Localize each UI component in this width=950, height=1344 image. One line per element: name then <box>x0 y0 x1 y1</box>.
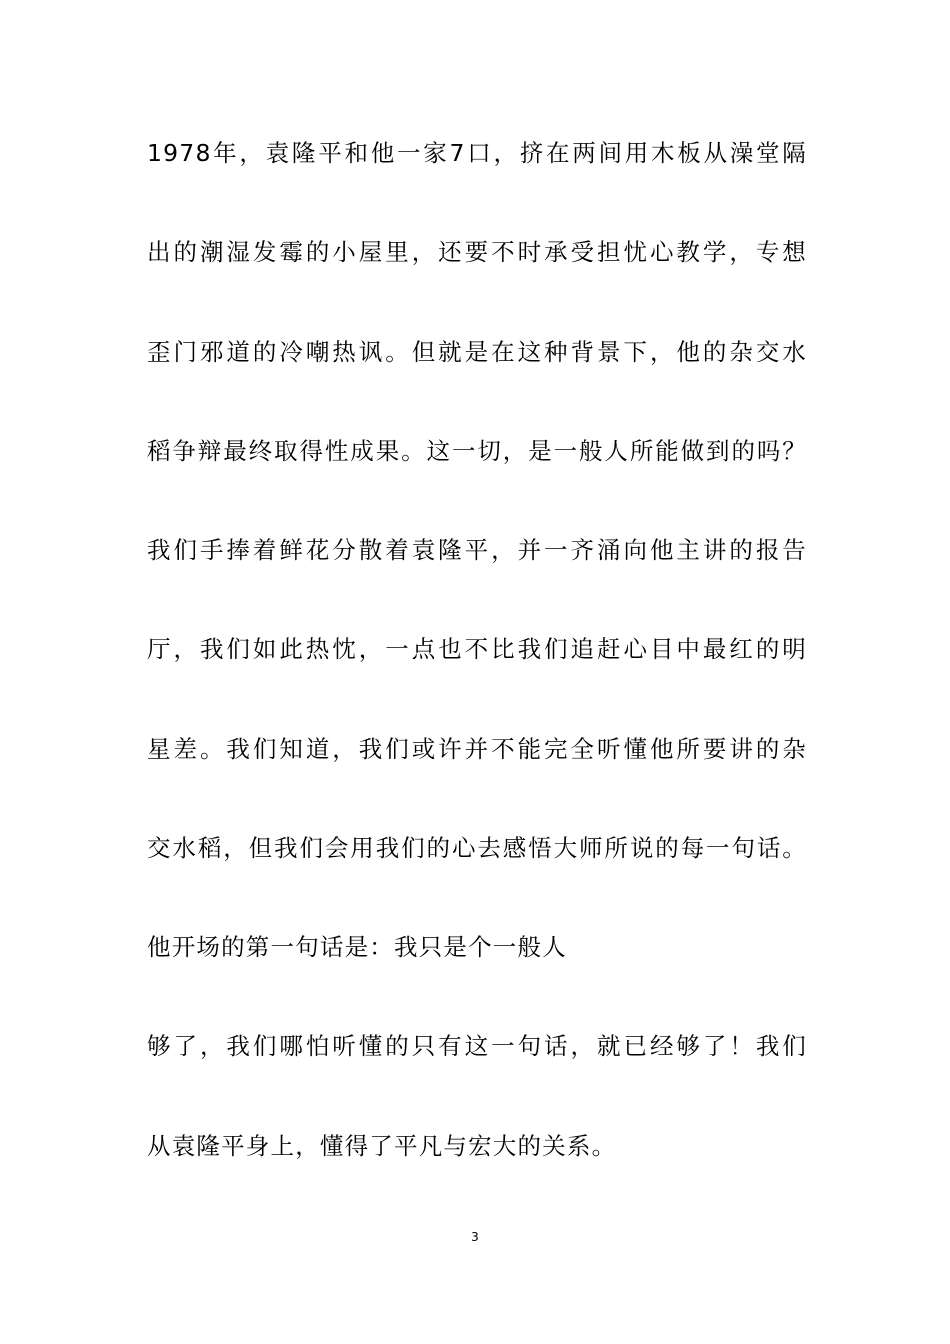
text-line-5: 我们手捧着鲜花分散着袁隆平，并一齐涌向他主讲的报告 <box>147 536 807 564</box>
text-line-7: 星差。我们知道，我们或许并不能完全听懂他所要讲的杂 <box>147 735 807 763</box>
text-line-10: 够了，我们哪怕听懂的只有这一句话，就已经够了！我们 <box>147 1032 807 1060</box>
text-line-1: 1978年，袁隆平和他一家7口，挤在两间用木板从澡堂隔 <box>147 139 807 167</box>
text-line-8: 交水稻，但我们会用我们的心去感悟大师所说的每一句话。 <box>147 834 807 862</box>
page-number: 3 <box>471 1230 479 1244</box>
text-line-2: 出的潮湿发霉的小屋里，还要不时承受担忧心教学，专想 <box>147 238 807 266</box>
text-line-11: 从袁隆平身上，懂得了平凡与宏大的关系。 <box>147 1132 617 1160</box>
text-line-6: 厅，我们如此热忱，一点也不比我们追赶心目中最红的明 <box>147 635 807 663</box>
text-line-3: 歪门邪道的冷嘲热讽。但就是在这种背景下，他的杂交水 <box>147 338 807 366</box>
text-line-4: 稻争辩最终取得性成果。这一切，是一般人所能做到的吗？ <box>147 437 807 465</box>
text-line-9: 他开场的第一句话是：我只是个一般人 <box>147 933 567 961</box>
